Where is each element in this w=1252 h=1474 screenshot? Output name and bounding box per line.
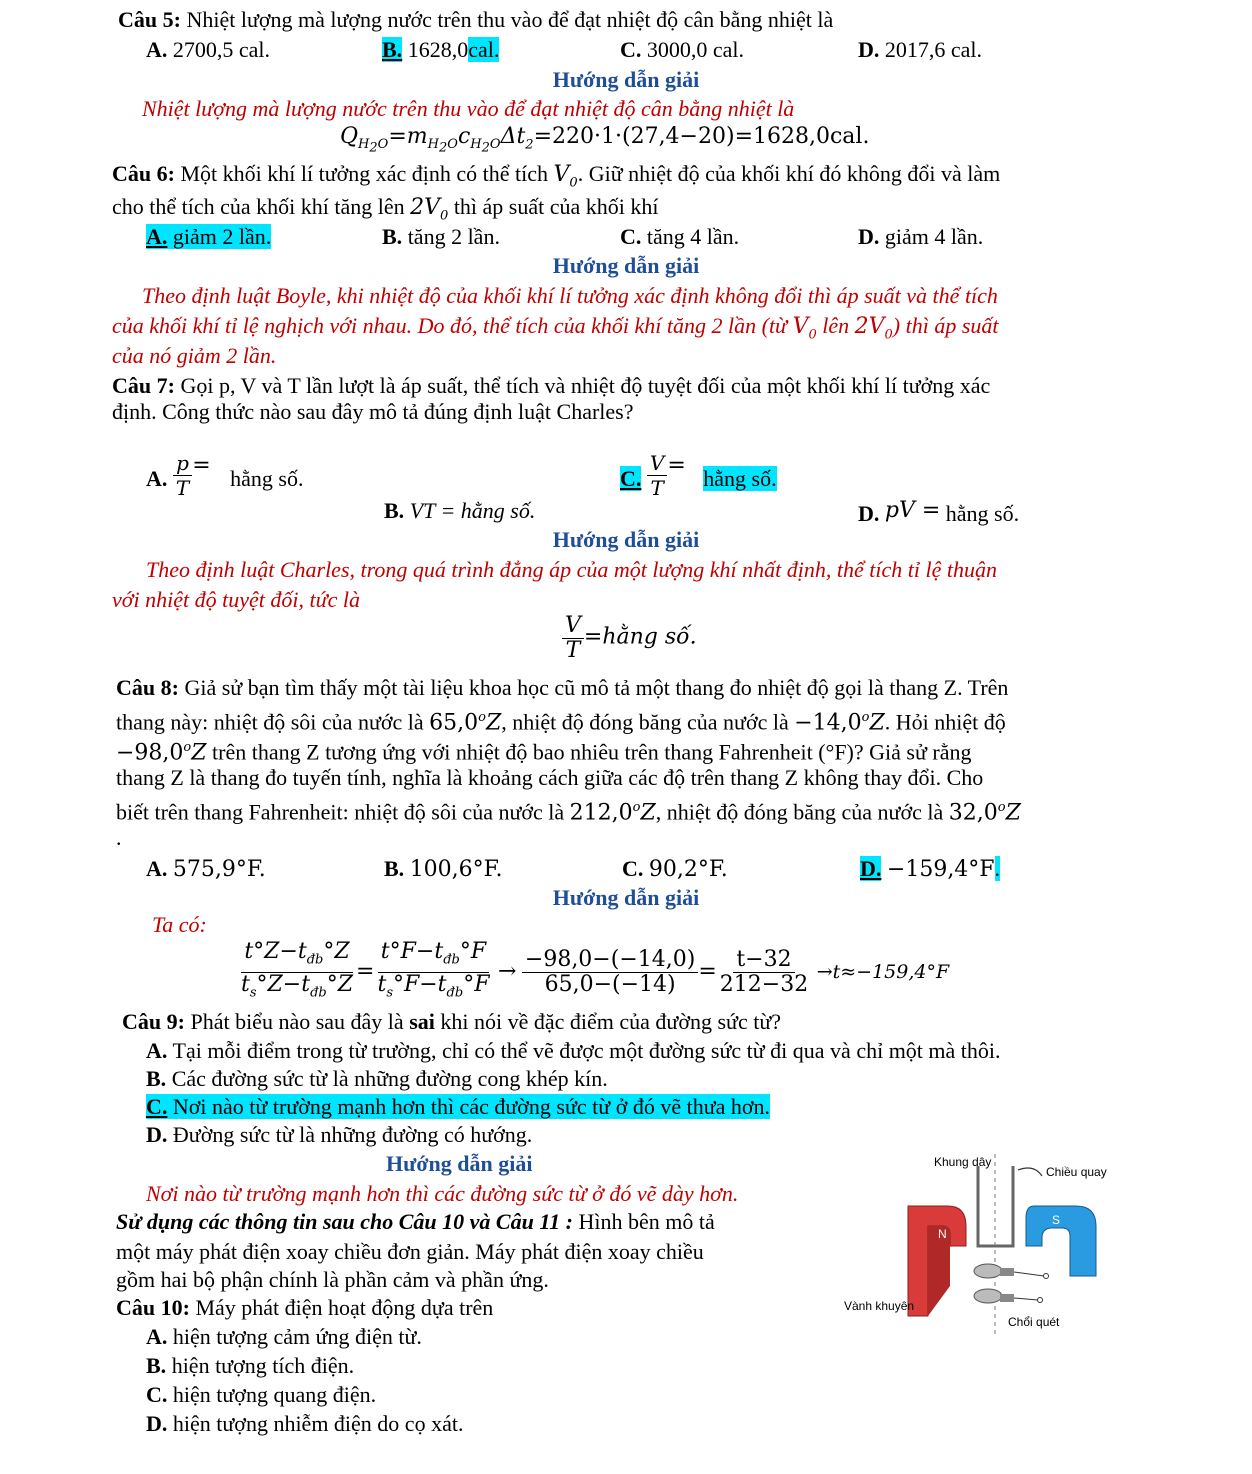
question-text: cho thể tích của khối khí tăng lên <box>112 194 405 219</box>
option-letter: D. <box>146 1122 168 1147</box>
option-text: −159,4°F <box>886 857 995 882</box>
option-letter: D. <box>858 501 880 526</box>
intro-text: Hình bên mô tả <box>578 1209 715 1234</box>
option-text: Tại mỗi điểm trong từ trường, chỉ có thể vẽ được một đường sức từ đi qua và chỉ một mà thôi. <box>172 1038 1001 1063</box>
option-letter: D. <box>146 1411 168 1436</box>
option-8d[interactable] <box>860 855 1000 884</box>
option-text: 1628,0 <box>407 37 469 62</box>
question-text: , nhiệt độ đóng băng của nước là <box>501 709 789 735</box>
frac-num: t°Z−t <box>244 939 307 964</box>
question-text: Giả sử bạn tìm thấy một tài liệu khoa học cũ mô tả một thang đo nhiệt độ gọi là thang <box>184 675 939 700</box>
question-6-line2: cho thể tích của khối khí tăng lên $2V_0$ thì áp suất của khối khí <box>112 194 659 224</box>
formula-q8: $\frac{t^\circ Z-t_{đb}^\circ Z}{t_s^\circ Z-t_{đb}^\circ Z}$ = $\frac{t^\circ F-t_{đb}^\circ F}{t_s^\circ F-t_{đb}^\circ F}$ → $\frac{-98,0-(-14,0)}{65,0-(-14)}$ = $\frac{t-32}{212-32}$ →t≈−159,4°F <box>241 939 950 1001</box>
frac-den: t <box>241 972 250 998</box>
intro-line2: một máy phát điện xoay chiều đơn giản. Máy phát điện xoay chiều <box>116 1239 704 1264</box>
option-letter: A. <box>146 37 168 62</box>
option-letter: A. <box>146 1038 168 1063</box>
value: 65,0 <box>429 710 479 736</box>
option-text: hiện tượng cảm ứng điện từ. <box>172 1324 422 1349</box>
label-brush: Chổi quét <box>1008 1315 1060 1329</box>
question-7-line1 <box>112 372 990 400</box>
option-text: 90,2°F. <box>648 857 728 882</box>
formula-result: →t≈−159,4°F <box>816 960 950 983</box>
question-text: khi nói về đặc điểm của đường sức từ? <box>440 1009 782 1034</box>
question-7-line2: định. Công thức nào sau đây mô tả đúng định luật Charles? <box>112 399 634 424</box>
option-7a[interactable]: A. $\frac{p}{T}$ = hằng số. <box>146 451 304 501</box>
value: 212,0 <box>569 800 633 826</box>
label-coil: Khung dây <box>934 1155 992 1169</box>
frac-num: −98,0−(−14,0) <box>522 948 698 973</box>
guide-title: Hướng dẫn giải <box>552 67 700 92</box>
question-text: . Hỏi nhiệt độ <box>884 709 1006 735</box>
option-letter: D. <box>858 37 880 62</box>
intro-heading: Sử dụng các thông tin sau cho Câu 10 và Câu 11 : <box>116 1209 573 1234</box>
label-s: S <box>1052 1213 1061 1227</box>
formula-q7: $\frac{V}{T}$ =hằng số. <box>562 614 697 663</box>
guide-title: Hướng dẫn giải <box>552 253 700 278</box>
question-6-line1: Câu 6: Một khối khí lí tưởng xác định có thể tích $V_0$. Giữ nhiệt độ của khối khí đó không đổi và làm <box>112 161 1001 191</box>
question-8-line4: thang Z là thang đo tuyến tính, nghĩa là khoảng cách giữa các độ trên thang Z không thay đổi. Cho <box>116 765 984 790</box>
option-5c[interactable] <box>620 36 744 64</box>
option-text-highlight: . <box>994 856 1001 881</box>
option-letter: C. <box>146 1094 168 1119</box>
solution-line1: Theo định luật Charles, trong quá trình đẳng áp của một lượng khí nhất định, thể tích tỉ lệ thuận <box>146 557 997 582</box>
solution-line2: với nhiệt độ tuyệt đối, tức là <box>112 587 360 612</box>
period: . <box>116 825 122 850</box>
wire-1 <box>1014 1272 1044 1276</box>
option-10b[interactable] <box>146 1352 354 1380</box>
solution-line1: Theo định luật Boyle, khi nhiệt độ của khối khí lí tưởng xác định không đổi thì áp suất và thể tích <box>142 283 998 308</box>
question-text: , nhiệt độ đóng băng của nước là <box>655 799 944 825</box>
question-text: thang này: nhiệt độ sôi của nước là <box>116 709 424 735</box>
option-8b[interactable] <box>384 855 503 884</box>
option-text: giảm 4 lần. <box>884 224 984 249</box>
intro-line1 <box>116 1208 715 1236</box>
question-text: trên thang Z tương ứng với nhiệt độ bao nhiêu trên thang Fahrenheit (°F)? Giả sử rằng <box>212 739 972 765</box>
option-6c[interactable] <box>620 223 739 251</box>
option-text: hằng số. <box>703 466 777 491</box>
brush-1 <box>1000 1268 1014 1276</box>
option-text: hằng số. <box>945 501 1020 526</box>
option-letter: B. <box>384 856 405 881</box>
option-letter: D. <box>858 224 880 249</box>
option-letter: A. <box>146 1324 168 1349</box>
question-10 <box>116 1294 493 1322</box>
option-text: tăng 4 lần. <box>646 224 740 249</box>
option-letter: C. <box>622 856 644 881</box>
solution-line2: của khối khí tỉ lệ nghịch với nhau. Do đó, thể tích của khối khí tăng 2 lần (từ $V_0$ lên $2V_0$) thì áp suất <box>112 313 999 343</box>
option-letter: C. <box>146 1382 168 1407</box>
option-text: VT = hằng số. <box>409 498 536 523</box>
option-text: tăng 2 lần. <box>407 224 500 249</box>
option-7c[interactable]: C. $\frac{V}{T}$ = hằng số. <box>620 451 777 501</box>
solution-text: của khối khí tỉ lệ nghịch với nhau. Do đó, thể tích của khối khí tăng 2 lần (từ <box>112 313 788 338</box>
question-text: Máy phát điện hoạt động dựa trên <box>195 1295 494 1320</box>
option-10d[interactable] <box>146 1410 463 1438</box>
option-5b[interactable] <box>382 36 499 64</box>
option-8c[interactable] <box>622 855 728 884</box>
question-text: Gọi p, V và T lần lượt là áp suất, thể tích và nhiệt độ tuyệt đối của một khối khí lí tưởng xác <box>180 373 991 398</box>
question-9 <box>122 1008 781 1036</box>
option-9a[interactable] <box>146 1037 1001 1065</box>
option-6d[interactable] <box>858 223 983 251</box>
slip-ring-1 <box>974 1264 1002 1278</box>
question-text-bold: sai <box>409 1009 435 1034</box>
option-7d[interactable]: D. pV = hằng số. <box>858 498 1020 526</box>
label-ring: Vành khuyên <box>844 1299 915 1313</box>
formula-value: =hằng số. <box>583 624 697 650</box>
question-8-line2: thang này: nhiệt độ sôi của nước là 65,0$^o$Z, nhiệt độ đóng băng của nước là $-14,0^oZ$. Hỏi nhiệt độ <box>116 709 1006 736</box>
option-text: hiện tượng nhiễm điện do cọ xát. <box>172 1411 464 1436</box>
question-text: Z. Trên <box>943 675 1009 700</box>
question-label: Câu 6: <box>112 161 175 186</box>
label-rotation: Chiều quay <box>1046 1165 1107 1179</box>
option-5d[interactable] <box>858 36 982 64</box>
formula-q5: $Q_{H_2O}=m_{H_2O}c_{H_2O}\Delta t_2=220\cdot 1\cdot(27,4-20)=1628,0cal$. <box>340 124 870 156</box>
question-label: Câu 7: <box>112 373 175 398</box>
solution-text: ) thì áp suất <box>892 313 999 338</box>
solution-text: Nhiệt lượng mà lượng nước trên thu vào để đạt nhiệt độ cân bằng nhiệt là <box>142 96 795 121</box>
question-label: Câu 10: <box>116 1295 190 1320</box>
value: −14,0 <box>794 710 862 736</box>
intro-line3: gồm hai bộ phận chính là phần cảm và phần ứng. <box>116 1267 549 1292</box>
solution-text: lên <box>822 313 850 338</box>
option-text: 2017,6 cal. <box>884 37 983 62</box>
question-text: Phát biểu nào sau đây là <box>190 1009 404 1034</box>
option-5a[interactable] <box>146 36 270 64</box>
question-text: thì áp suất của khối khí <box>453 194 659 219</box>
option-letter: B. <box>146 1066 167 1091</box>
question-label: Câu 5: <box>118 7 181 32</box>
question-text: Nhiệt lượng mà lượng nước trên thu vào để đạt nhiệt độ cân bằng nhiệt là <box>186 7 834 32</box>
option-text: 3000,0 cal. <box>646 37 745 62</box>
option-letter: A. <box>146 224 168 249</box>
frac-den: 65,0−(−14) <box>544 972 676 998</box>
option-text: hiện tượng quang điện. <box>172 1382 377 1407</box>
option-text: 100,6°F. <box>409 857 503 882</box>
option-6a[interactable] <box>146 223 271 251</box>
option-text: 575,9°F. <box>172 857 266 882</box>
option-10a[interactable] <box>146 1323 422 1351</box>
question-text: biết trên thang Fahrenheit: nhiệt độ sôi của nước là <box>116 799 565 825</box>
question-label: Câu 9: <box>122 1009 185 1034</box>
terminal-2 <box>1038 1298 1043 1303</box>
option-letter: C. <box>620 37 642 62</box>
option-text: hằng số. <box>230 466 304 491</box>
option-9c[interactable] <box>146 1093 770 1121</box>
option-text: Các đường sức từ là những đường cong khép kín. <box>171 1066 608 1091</box>
question-5 <box>118 6 833 34</box>
question-text: Một khối khí lí tưởng xác định có thể tích <box>180 161 549 186</box>
option-text: hiện tượng tích điện. <box>171 1353 355 1378</box>
wire-2 <box>1014 1298 1038 1300</box>
guide-title: Hướng dẫn giải <box>386 1151 533 1176</box>
option-text: Nơi nào từ trường mạnh hơn thì các đường sức từ ở đó vẽ thưa hơn. <box>172 1094 771 1119</box>
guide-title: Hướng dẫn giải <box>552 527 700 552</box>
frac-num: t−32 <box>733 948 794 973</box>
option-letter: A. <box>146 466 168 491</box>
option-9d[interactable] <box>146 1121 532 1149</box>
question-8-line3: $-98,0^oZ$ trên thang Z tương ứng với nhiệt độ bao nhiêu trên thang Fahrenheit (°F)? Giả sử rằng <box>116 739 972 766</box>
option-letter: C. <box>620 224 642 249</box>
option-text: 2700,5 cal. <box>172 37 271 62</box>
solution-line3: của nó giảm 2 lần. <box>112 343 277 368</box>
solution-intro: Ta có: <box>152 912 207 937</box>
value: −98,0 <box>116 740 184 766</box>
option-8a[interactable] <box>146 855 266 884</box>
question-8-line5: biết trên thang Fahrenheit: nhiệt độ sôi của nước là 212,0$^o$Z, nhiệt độ đóng băng của nước là 32,0$^o$Z <box>116 799 1021 826</box>
generator-figure <box>838 1146 1168 1346</box>
rotation-arrow <box>1018 1168 1042 1176</box>
frac-den: 212−32 <box>719 972 809 998</box>
option-10c[interactable] <box>146 1381 376 1409</box>
s-magnet <box>1026 1206 1096 1276</box>
option-letter: A. <box>146 856 168 881</box>
option-9b[interactable] <box>146 1065 608 1093</box>
formula-value: =220·1·(27,4−20)=1628,0cal. <box>533 124 870 149</box>
solution-text: Nơi nào từ trường mạnh hơn thì các đường sức từ ở đó vẽ dày hơn. <box>146 1181 739 1206</box>
option-7b[interactable] <box>384 497 535 525</box>
option-letter: B. <box>146 1353 167 1378</box>
brush-2 <box>1000 1294 1014 1302</box>
option-text: Đường sức từ là những đường có hướng. <box>172 1122 533 1147</box>
guide-title: Hướng dẫn giải <box>552 885 700 910</box>
option-letter: B. <box>382 37 403 62</box>
option-text: giảm 2 lần. <box>172 224 272 249</box>
option-text-highlight: cal. <box>468 37 500 62</box>
option-letter: C. <box>620 466 642 491</box>
question-text: . Giữ nhiệt độ của khối khí đó không đổi và làm <box>577 161 1001 186</box>
option-letter: B. <box>382 224 403 249</box>
question-label: Câu 8: <box>116 675 179 700</box>
terminal-1 <box>1044 1274 1049 1279</box>
value: 32,0 <box>948 800 998 826</box>
slip-ring-2 <box>974 1289 1002 1303</box>
question-8-line1 <box>116 674 1008 702</box>
label-n: N <box>938 1227 947 1241</box>
option-letter: B. <box>384 498 405 523</box>
option-6b[interactable] <box>382 223 500 251</box>
option-letter: D. <box>860 856 882 881</box>
